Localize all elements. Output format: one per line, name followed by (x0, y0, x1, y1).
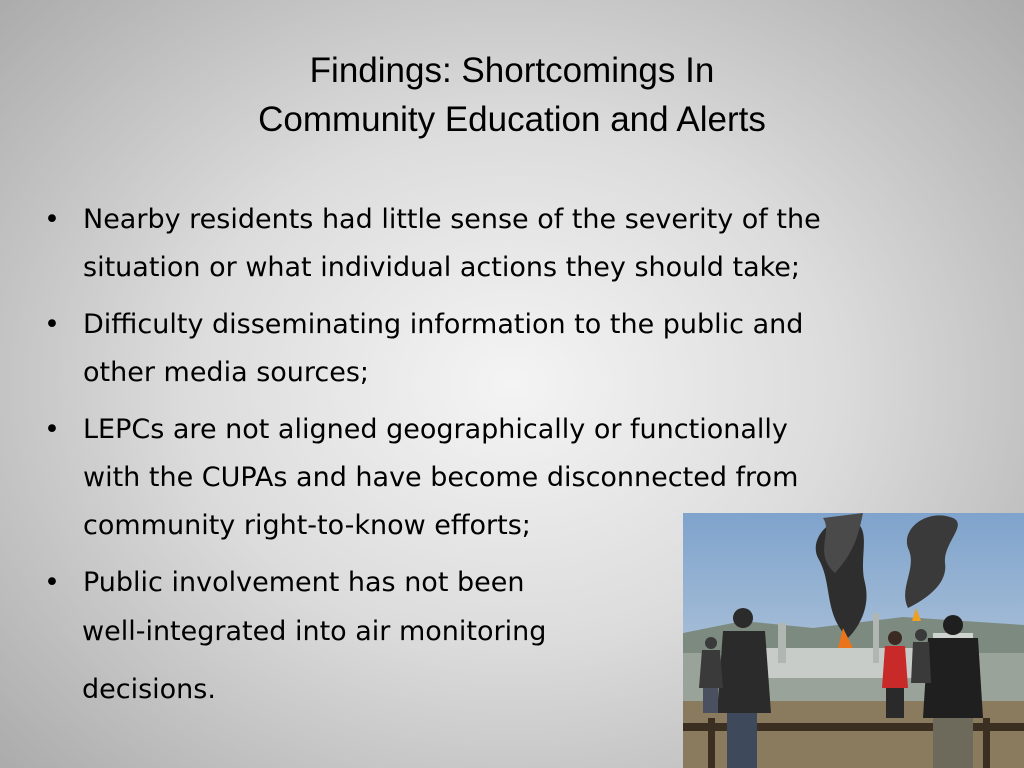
bullet-line: • Difficulty disseminating information to the public and (83, 309, 804, 340)
title-line-1: Findings: Shortcomings In (309, 51, 715, 90)
bullet-line: • Nearby residents had little sense of the severity of the (83, 204, 821, 235)
bullet-line: • LEPCs are not aligned geographically or functionally (83, 414, 788, 445)
bullet-line: • Public involvement has not been (83, 567, 525, 598)
bullet-item (40, 301, 980, 397)
title-line-2: Community Education and Alerts (258, 100, 766, 139)
bullet-line: community right-to-know efforts; (83, 510, 531, 541)
bullet-line: other media sources; (83, 357, 370, 388)
slide-title (0, 46, 1024, 144)
bullet-line: situation or what individual actions they should take; (83, 252, 801, 283)
refinery-fire-photo (683, 513, 1024, 768)
bullet-continuation-line: decisions. (82, 674, 216, 705)
bullet-line: with the CUPAs and have become disconnected from (83, 462, 799, 493)
bullet-item (40, 196, 980, 292)
bullet-continuation-line: well-integrated into air monitoring (82, 616, 547, 647)
